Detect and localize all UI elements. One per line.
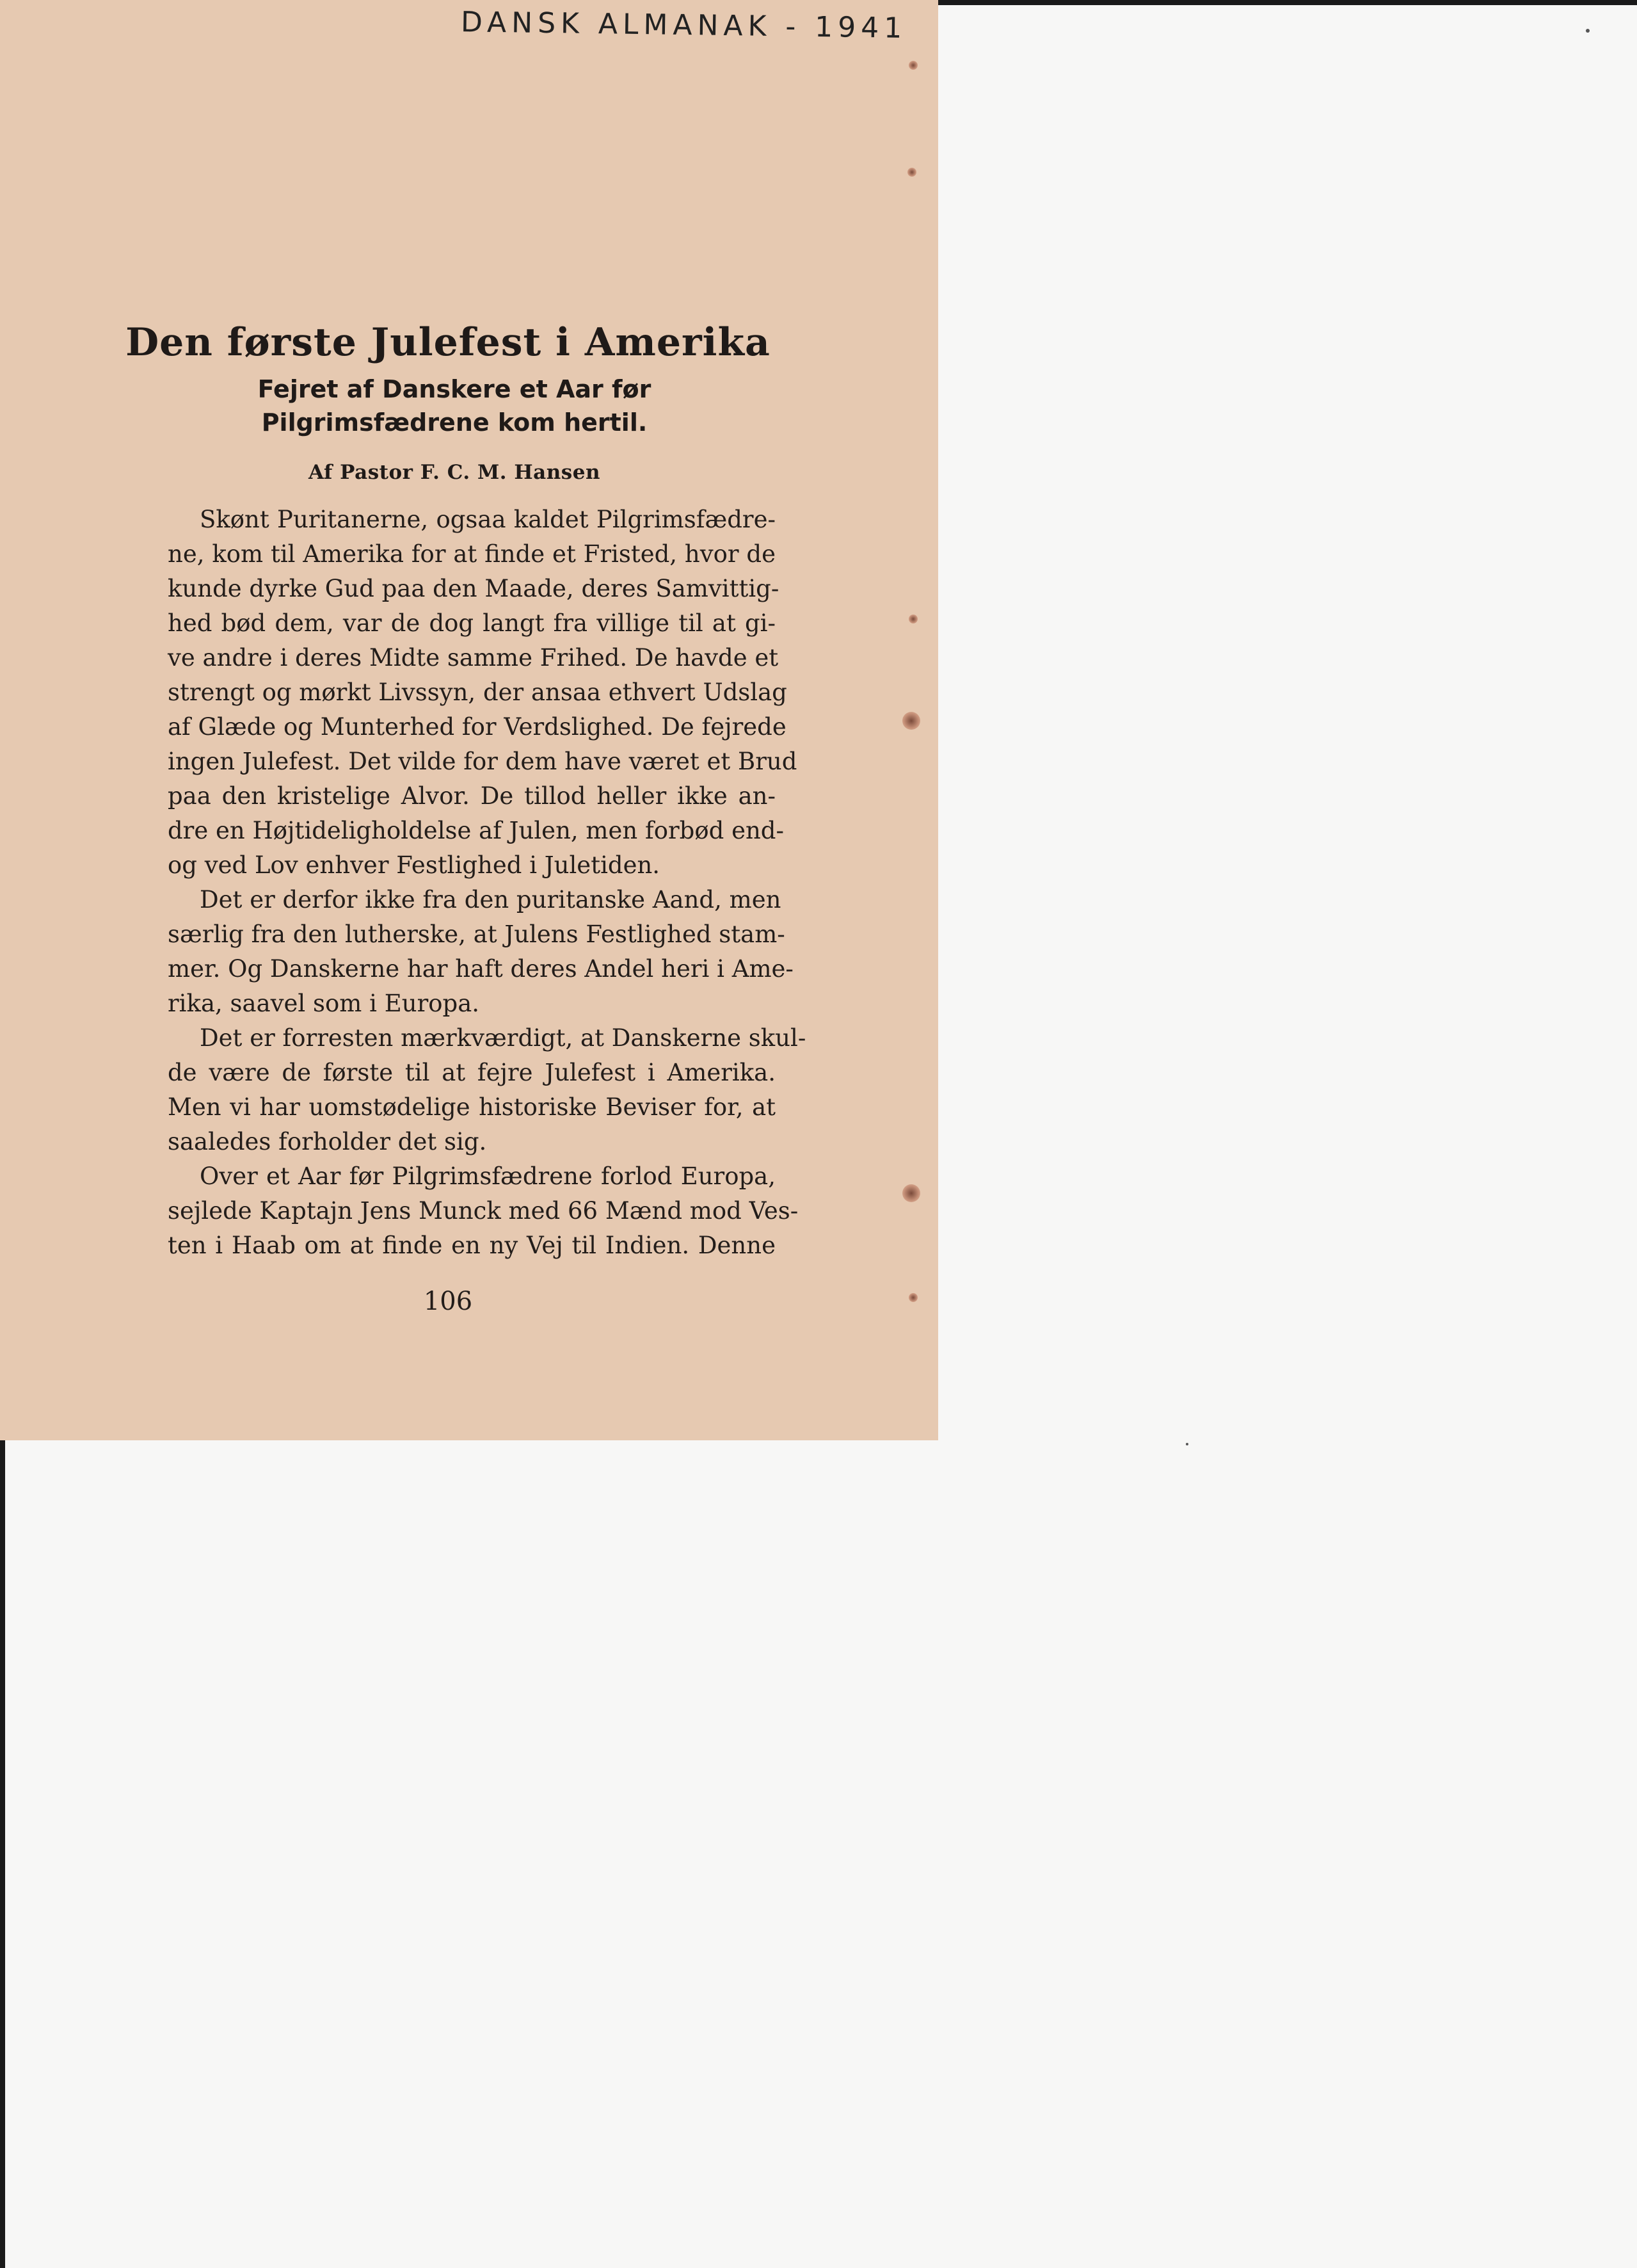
text-line: de være de første til at fejre Julefest i Amerika. [168, 1059, 776, 1086]
text-line: Det er forresten mærkværdigt, at Danskerne skul- [200, 1024, 806, 1052]
text-line: dre en Højtideligholdelse af Julen, men forbød end- [168, 817, 784, 844]
pin-hole-mark [909, 615, 918, 623]
pin-hole-mark [902, 1184, 920, 1202]
text-line: ten i Haab om at finde en ny Vej til Indien. Denne [168, 1232, 776, 1259]
text-line: mer. Og Danskerne har haft deres Andel heri i Ame- [168, 955, 794, 983]
article-body [168, 503, 806, 1263]
text-line: særlig fra den lutherske, at Julens Festlighed stam- [168, 921, 785, 948]
article-subtitle [0, 373, 909, 439]
subtitle-line-1: Fejret af Danskere et Aar før [257, 375, 651, 403]
show-through-text [134, 112, 787, 342]
page-number: 106 [423, 1287, 473, 1316]
text-line: paa den kristelige Alvor. De tillod heller ikke an- [168, 782, 776, 810]
newspaper-clipping [0, 0, 938, 1440]
text-line: Over et Aar før Pilgrimsfædrene forlod Europa, [200, 1162, 776, 1190]
text-line: hed bød dem, var de dog langt fra villige til at gi- [168, 609, 776, 637]
handwritten-note: DANSK ALMANAK - 1941 [460, 6, 907, 45]
text-line: sejlede Kaptajn Jens Munck med 66 Mænd mod Ves- [168, 1197, 799, 1225]
scan-speck [1186, 1443, 1188, 1445]
scan-edge-left [0, 1440, 5, 2268]
text-line: ne, kom til Amerika for at finde et Fristed, hvor de [168, 540, 776, 568]
text-line: Men vi har uomstødelige historiske Beviser for, at [168, 1093, 776, 1121]
pin-hole-mark [907, 168, 916, 177]
pin-hole-mark [902, 712, 920, 730]
article-byline: Af Pastor F. C. M. Hansen [308, 461, 600, 484]
text-line: saaledes forholder det sig. [168, 1128, 487, 1155]
text-line: af Glæde og Munterhed for Verdslighed. De fejrede [168, 713, 787, 741]
text-line: Skønt Puritanerne, ogsaa kaldet Pilgrimsfædre- [200, 506, 776, 533]
text-line: kunde dyrke Gud paa den Maade, deres Samvittig- [168, 575, 779, 602]
text-line: og ved Lov enhver Festlighed i Juletiden. [168, 851, 660, 879]
article-title: Den første Julefest i Amerika [125, 320, 771, 365]
subtitle-line-2: Pilgrimsfædrene kom hertil. [261, 408, 648, 437]
scan-speck [1586, 29, 1590, 33]
pin-hole-mark [909, 1293, 918, 1302]
text-line: ve andre i deres Midte samme Frihed. De havde et [168, 644, 779, 672]
text-line: ingen Julefest. Det vilde for dem have været et Brud [168, 748, 797, 775]
pin-hole-mark [909, 61, 918, 70]
text-line: Det er derfor ikke fra den puritanske Aand, men [200, 886, 781, 913]
scan-edge-top [938, 0, 1637, 5]
text-line: rika, saavel som i Europa. [168, 990, 480, 1017]
text-line: strengt og mørkt Livssyn, der ansaa ethvert Udslag [168, 679, 787, 706]
